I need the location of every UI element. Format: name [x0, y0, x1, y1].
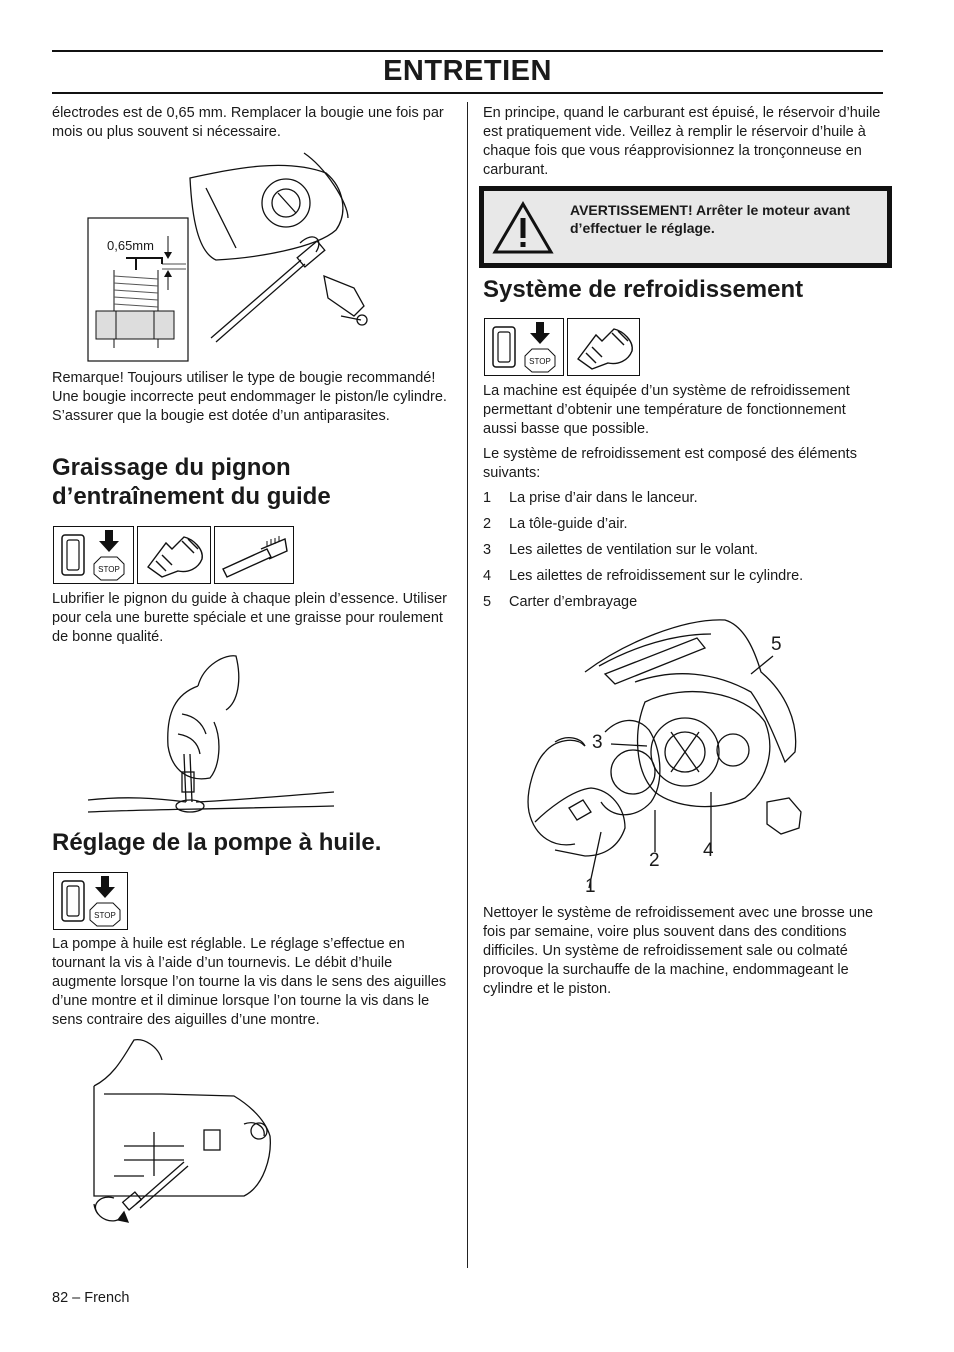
refroidissement-p3: Nettoyer le système de refroidissement avec une brosse une fois par semaine, voire plus souvent dans des conditions difficiles. Un système de refroidissement sale ou colmaté provoque la surchauffe de la machine, endommageant le cylindre et le piston. — [483, 905, 874, 997]
figure-label-2: 2 — [649, 850, 660, 871]
page-footer: 82 – French — [52, 1290, 130, 1306]
list-item: 1 La prise d’air dans le lanceur. — [483, 490, 698, 506]
stop-label: STOP — [98, 565, 120, 574]
stop-label-3: STOP — [529, 357, 551, 366]
engine-off-stop-icon-3 — [484, 318, 564, 376]
section-title-graissage-line2: d’entraînement du guide — [52, 483, 331, 510]
left-remark-text: Remarque! Toujours utiliser le type de bougie recommandé! Une bougie incorrecte peut endommager le piston/le cylindre. S’assurer que la bougie est dotée d’un antiparasites. — [52, 370, 447, 424]
figure-label-1: 1 — [585, 876, 596, 897]
glove-icon — [137, 526, 211, 584]
list-item: 4 Les ailettes de refroidissement sur le cylindre. — [483, 568, 804, 584]
spark-gap-label: 0,65mm — [107, 238, 154, 253]
warning-text: AVERTISSEMENT! Arrêter le moteur avant d’effectuer le réglage. — [570, 202, 851, 236]
section-title-pompe: Réglage de la pompe à huile. — [52, 829, 382, 856]
brush-icon — [214, 526, 294, 584]
oil-pump-figure — [84, 1036, 284, 1228]
glove-icon-2 — [567, 318, 640, 376]
refroidissement-p2: Le système de refroidissement est composé des éléments suivants: — [483, 446, 857, 481]
section-title-refroidissement: Système de refroidissement — [483, 276, 804, 303]
figure-label-3: 3 — [592, 732, 603, 753]
figure-label-4: 4 — [703, 840, 714, 861]
left-intro-text: électrodes est de 0,65 mm. Remplacer la bougie une fois par mois ou plus souvent si nécessaire. — [52, 105, 444, 140]
section-title-graissage — [52, 453, 457, 511]
column-divider — [467, 102, 468, 1268]
page-title: ENTRETIEN — [383, 55, 552, 87]
list-item: 2 La tôle-guide d’air. — [483, 516, 628, 532]
pompe-text: La pompe à huile est réglable. Le réglage s’effectue en tournant la vis à l’aide d’un tournevis. Le débit d’huile augmente lorsque l’on tourne la vis dans le sens des aiguilles d’une montre et il diminue lorsque l’on tourne la vis dans le sens contraire des aiguilles d’une montre. — [52, 936, 447, 1028]
engine-off-stop-icon — [53, 526, 134, 584]
spark-plug-figure — [86, 148, 376, 363]
engine-off-stop-icon-2 — [53, 872, 128, 930]
section-title-graissage-line1: Graissage du pignon — [52, 454, 291, 481]
list-item: 5 Carter d’embrayage — [483, 594, 638, 610]
right-intro-text: En principe, quand le carburant est épuisé, le réservoir d’huile est pratiquement vide. Veillez à remplir le réservoir d’huile à chaque fois que vous réapprovisionnez la tronçonneuse en carburant. — [483, 105, 881, 178]
warning-box — [479, 186, 892, 268]
header-rule-bottom — [52, 92, 883, 94]
refroidissement-p1: La machine est équipée d’un système de refroidissement permettant d’obtenir une température de fonctionnement aussi basse que possible. — [483, 383, 850, 437]
cooling-system-figure — [515, 612, 815, 902]
graissage-text: Lubrifier le pignon du guide à chaque plein d’essence. Utiliser pour cela une burette spéciale et une graisse pour roulement de bonne qualité. — [52, 591, 447, 645]
header-rule-top — [52, 50, 883, 52]
cooling-parts-list — [483, 489, 883, 619]
stop-label-2: STOP — [94, 911, 116, 920]
figure-label-5: 5 — [771, 634, 782, 655]
greasing-figure — [86, 650, 336, 822]
warning-triangle-icon — [492, 201, 554, 255]
list-item: 3 Les ailettes de ventilation sur le volant. — [483, 542, 759, 558]
